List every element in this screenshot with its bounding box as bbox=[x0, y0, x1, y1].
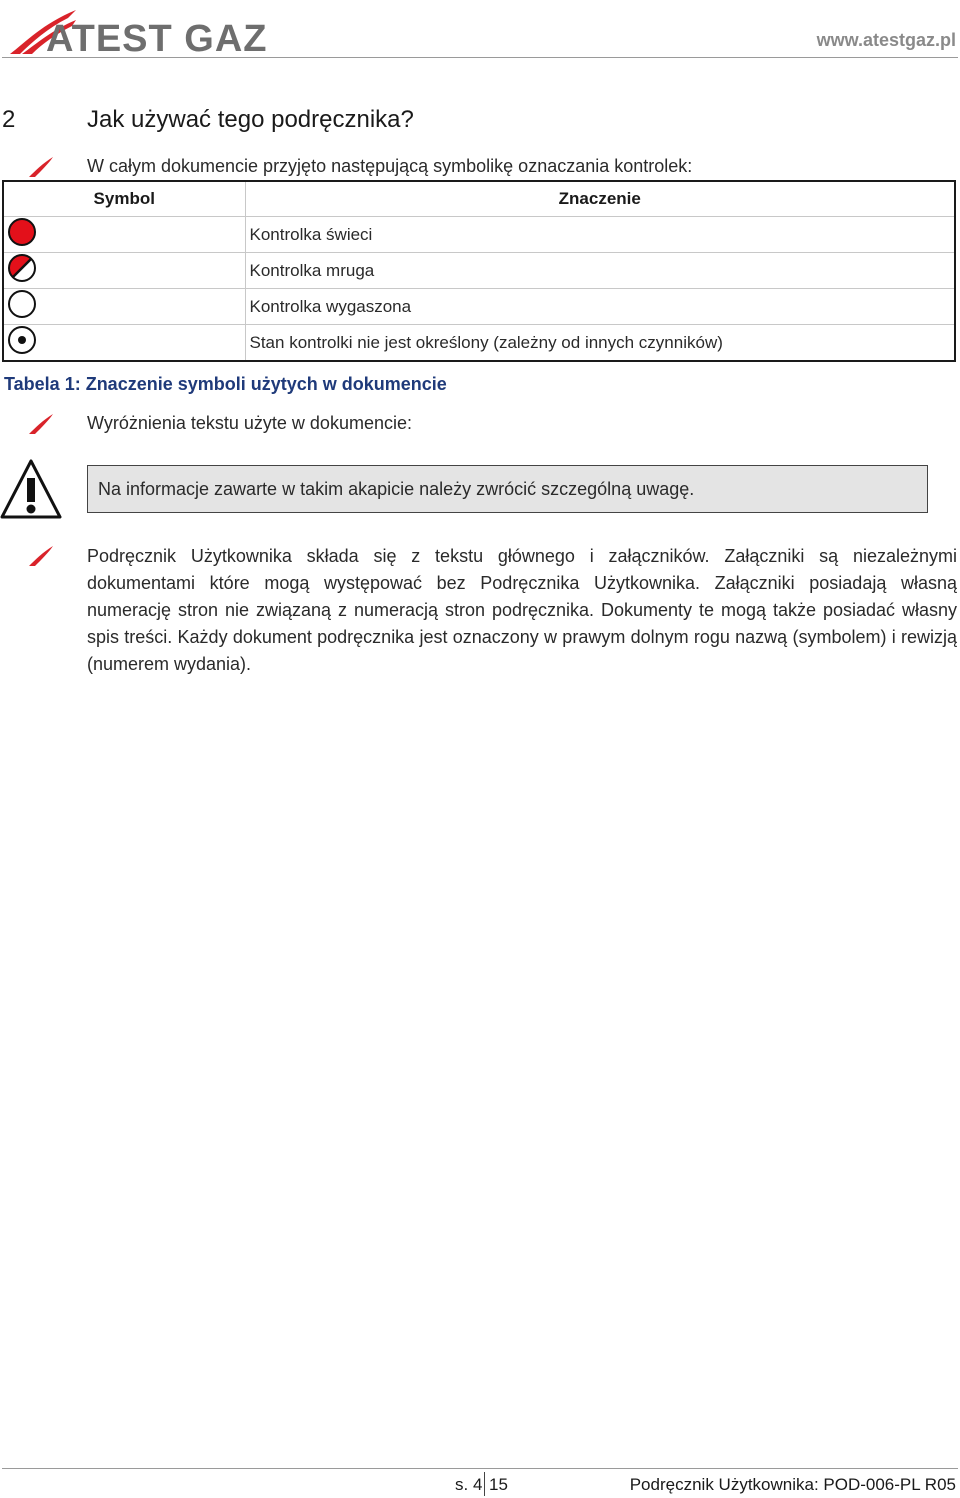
meaning-cell: Kontrolka świeci bbox=[245, 217, 955, 253]
table-caption: Tabela 1: Znaczenie symboli użytych w dokumencie bbox=[4, 374, 447, 394]
highlights-text: Wyróżnienia tekstu użyte w dokumencie: bbox=[87, 413, 412, 433]
meaning-cell: Stan kontrolki nie jest określony (zależny od innych czynników) bbox=[245, 325, 955, 362]
section-number: 2 bbox=[2, 106, 16, 133]
page-number: s. 4 bbox=[455, 1475, 483, 1494]
site-url: www.atestgaz.pl bbox=[816, 30, 956, 50]
meaning-cell: Kontrolka wygaszona bbox=[245, 289, 955, 325]
warning-text: Na informacje zawarte w takim akapicie należy zwrócić szczególną uwagę. bbox=[98, 478, 695, 499]
page-separator bbox=[484, 1472, 485, 1496]
table-row bbox=[3, 253, 955, 289]
header-symbol: Symbol bbox=[3, 181, 245, 217]
symbol-table bbox=[2, 180, 956, 362]
symbol-cell bbox=[3, 325, 245, 362]
lamp-blinking-icon bbox=[7, 253, 37, 283]
table-row bbox=[3, 217, 955, 253]
page-total: 15 bbox=[489, 1475, 508, 1494]
document-id: Podręcznik Użytkownika: POD-006-PL R05 bbox=[629, 1475, 956, 1494]
bullet-icon bbox=[27, 544, 55, 568]
symbol-cell bbox=[3, 289, 245, 325]
footer-divider bbox=[2, 1468, 958, 1469]
bullet-icon bbox=[27, 155, 55, 179]
header-divider bbox=[2, 57, 958, 58]
symbol-cell bbox=[3, 217, 245, 253]
warning-box bbox=[87, 465, 928, 513]
svg-text:ATEST GAZ: ATEST GAZ bbox=[46, 18, 268, 56]
warning-icon bbox=[0, 458, 62, 520]
body-paragraph: Podręcznik Użytkownika składa się z tekstu głównego i załączników. Załączniki są niezależnymi dokumentami które mogą występować bez Podręcznika Użytkownika. Załączniki posiadają własną numerację stron nie związaną z numeracją stron podręcznika. Dokumenty te mogą także posiadać własny spis treści. Każdy dokument podręcznika jest oznaczony w prawym dolnym rogu nazwą (symbolem) i rewizją (numerem wydania). bbox=[87, 546, 957, 674]
meaning-cell: Kontrolka mruga bbox=[245, 253, 955, 289]
header-meaning: Znaczenie bbox=[245, 181, 955, 217]
lamp-on-icon bbox=[7, 217, 37, 247]
table-row bbox=[3, 325, 955, 362]
lamp-undefined-icon bbox=[7, 325, 37, 355]
symbol-cell bbox=[3, 253, 245, 289]
section-title: Jak używać tego podręcznika? bbox=[87, 106, 414, 133]
lamp-off-icon bbox=[7, 289, 37, 319]
table-row bbox=[3, 289, 955, 325]
intro-text: W całym dokumencie przyjęto następującą symbolikę oznaczania kontrolek: bbox=[87, 156, 693, 176]
atest-gaz-logo bbox=[6, 4, 296, 56]
bullet-icon bbox=[27, 412, 55, 436]
table-header-row bbox=[3, 181, 955, 217]
